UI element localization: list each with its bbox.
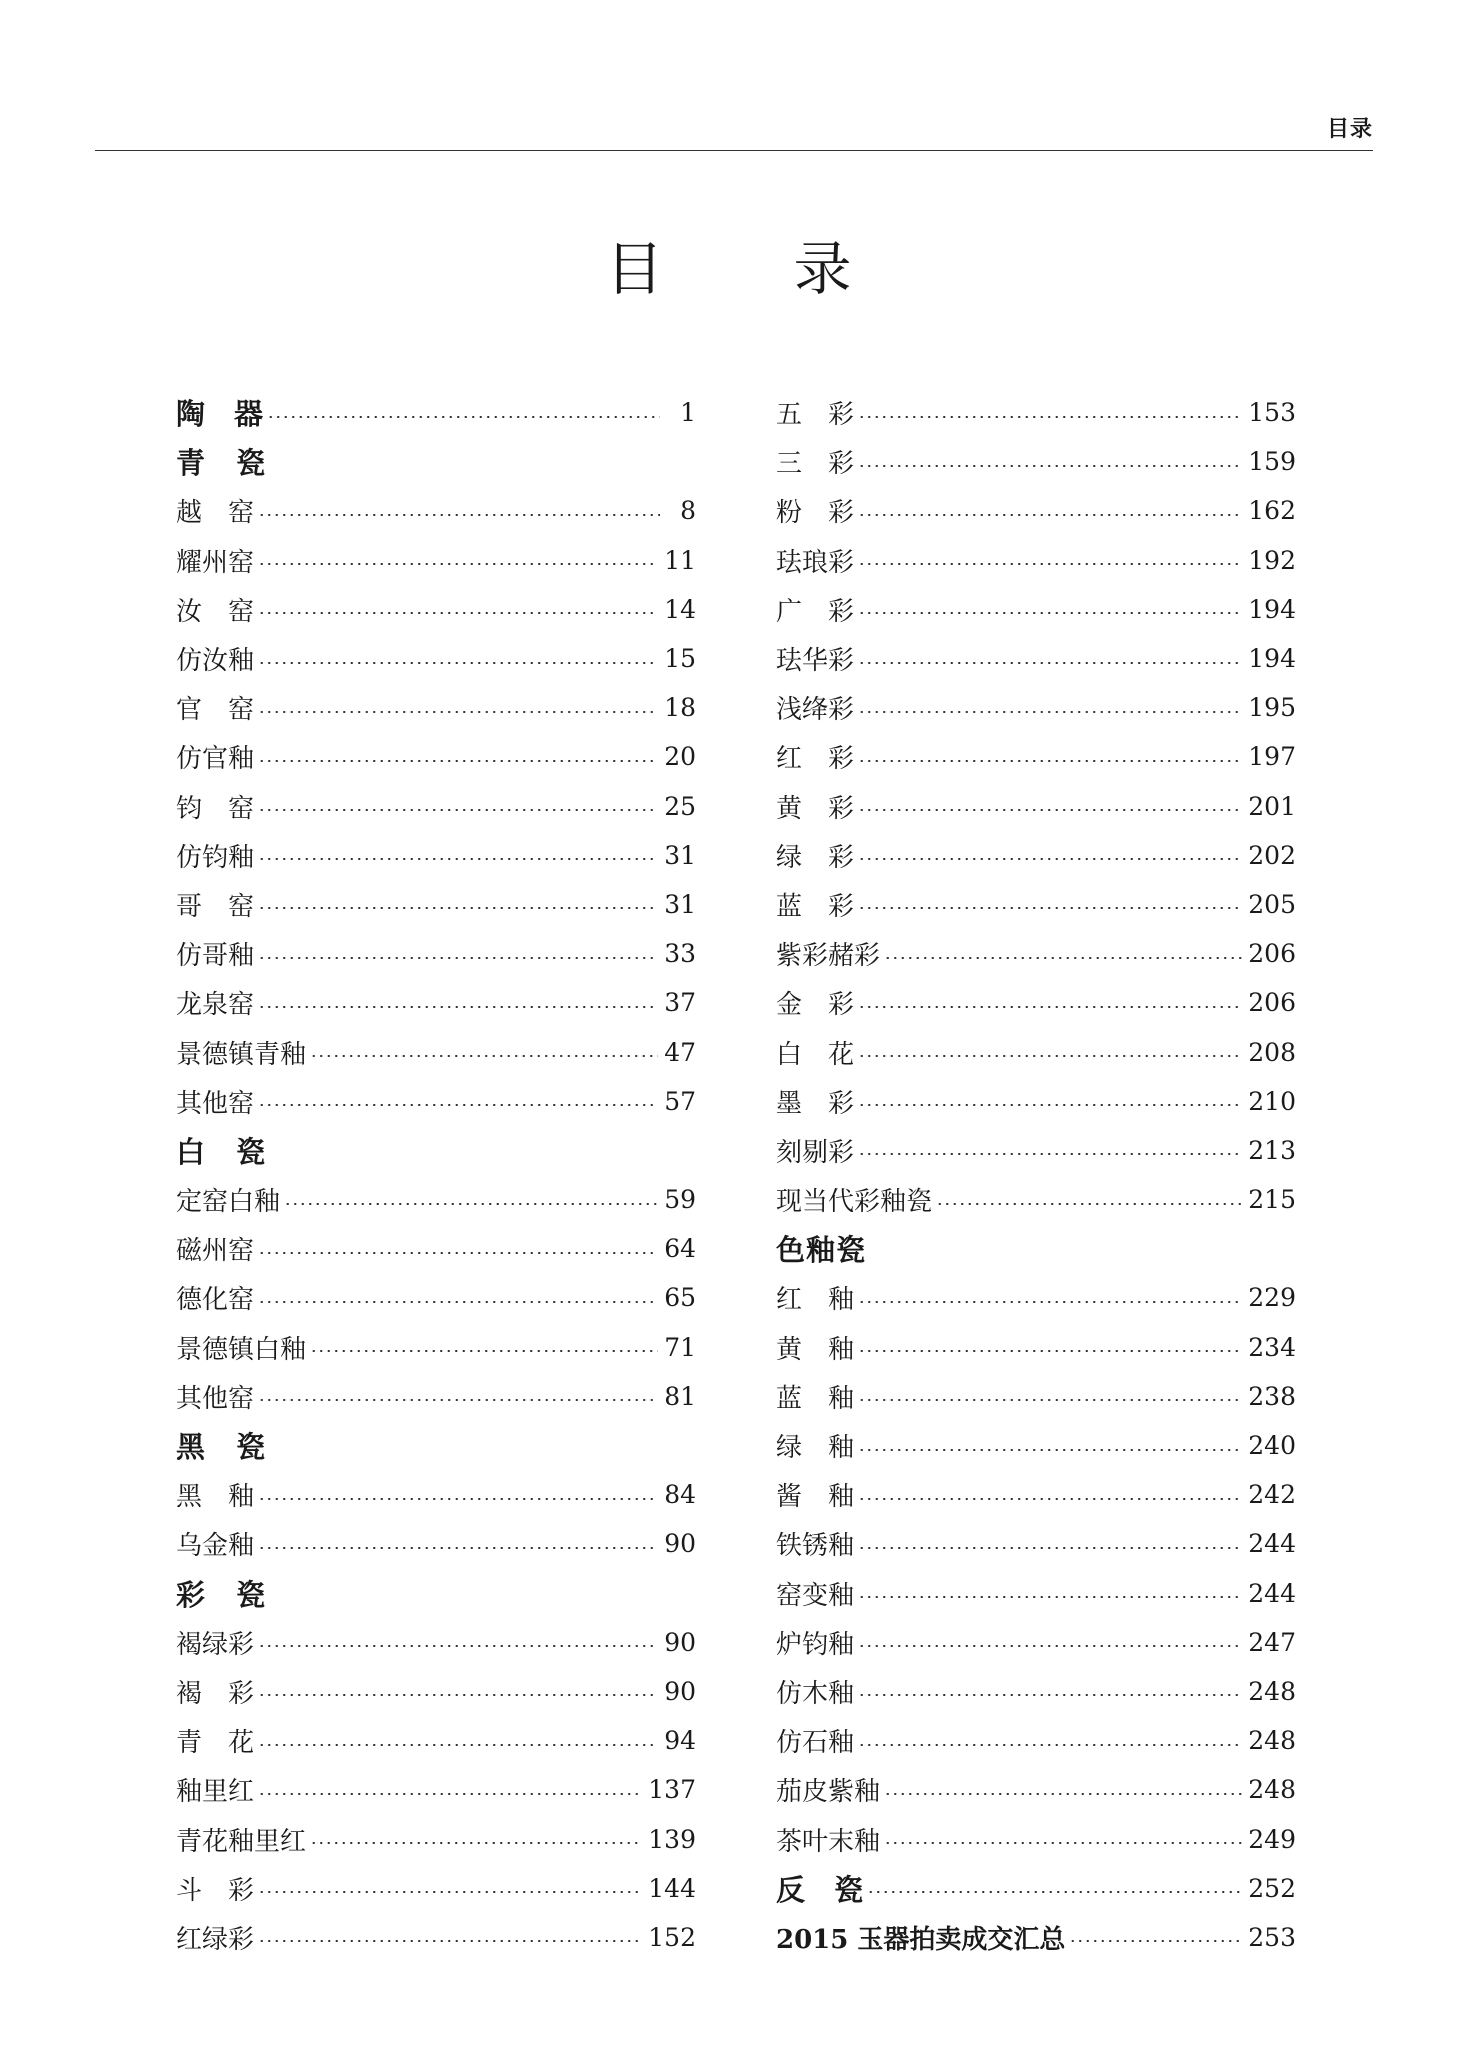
- toc-page-number: 8: [680, 496, 696, 526]
- leader-dots: [858, 1596, 1242, 1598]
- toc-entry[interactable]: [776, 683, 1296, 732]
- toc-page-number: 244: [1248, 1578, 1296, 1608]
- toc-entry-label: 仿官釉: [176, 744, 255, 775]
- toc-entry[interactable]: [776, 1273, 1296, 1322]
- toc-entry-label: 耀州窑: [176, 547, 255, 578]
- leader-dots: [858, 1547, 1242, 1549]
- leader-dots: [858, 514, 1242, 516]
- toc-entry[interactable]: [776, 1027, 1296, 1076]
- toc-entry-label: 仿木釉: [776, 1678, 855, 1709]
- toc-entry[interactable]: [776, 929, 1296, 978]
- toc-entry-label: 哥 窑: [176, 891, 255, 922]
- title-char-2: 录: [793, 235, 852, 303]
- toc-entry[interactable]: [776, 536, 1296, 585]
- toc-page-number: 47: [664, 1037, 696, 1067]
- toc-page-number: 25: [664, 791, 696, 821]
- toc-entry-label: 其他窑: [176, 1088, 255, 1119]
- toc-page-number: 59: [664, 1185, 696, 1215]
- leader-dots: [284, 1203, 658, 1205]
- leader-dots: [258, 1399, 658, 1401]
- toc-entry-label: 窑变釉: [776, 1580, 855, 1611]
- toc-entry[interactable]: [176, 536, 696, 585]
- leader-dots: [310, 1055, 658, 1057]
- toc-entry[interactable]: [176, 486, 696, 535]
- toc-page-number: 14: [664, 594, 696, 624]
- toc-page-number: 248: [1248, 1676, 1296, 1706]
- leader-dots: [858, 711, 1242, 713]
- leader-dots: [858, 1301, 1242, 1303]
- toc-page-number: 206: [1248, 939, 1296, 969]
- leader-dots: [884, 1842, 1242, 1844]
- toc-entry[interactable]: [176, 1175, 696, 1224]
- leader-dots: [258, 1104, 658, 1106]
- leader-dots: [258, 1006, 658, 1008]
- toc-entry[interactable]: [776, 1864, 1296, 1913]
- leader-dots: [858, 1350, 1242, 1352]
- leader-dots: [936, 1203, 1242, 1205]
- leader-dots: [858, 760, 1242, 762]
- toc-entry-label: 红 彩: [776, 744, 855, 775]
- toc-entry[interactable]: [776, 1814, 1296, 1863]
- toc-entry[interactable]: [176, 1716, 696, 1765]
- toc-entry[interactable]: [776, 1765, 1296, 1814]
- toc-entry[interactable]: [176, 1224, 696, 1273]
- toc-entry-label: 青花釉里红: [176, 1826, 307, 1857]
- toc-entry-label: 绿 釉: [776, 1433, 855, 1464]
- toc-entry[interactable]: [176, 1519, 696, 1568]
- leader-dots: [858, 612, 1242, 614]
- leader-dots: [858, 858, 1242, 860]
- toc-entry[interactable]: [776, 1077, 1296, 1126]
- toc-entry[interactable]: [776, 732, 1296, 781]
- toc-page-number: 194: [1248, 644, 1296, 674]
- toc-entry-label: 紫彩赭彩: [776, 941, 881, 972]
- toc-page-number: 201: [1248, 791, 1296, 821]
- toc-entry-label: 德化窑: [176, 1285, 255, 1316]
- toc-entry-label: 三 彩: [776, 449, 855, 480]
- toc-entry[interactable]: [176, 683, 696, 732]
- toc-entry[interactable]: [776, 1913, 1296, 1962]
- toc-entry[interactable]: [176, 1864, 696, 1913]
- toc-entry-label: 其他窑: [176, 1383, 255, 1414]
- toc-entry-label: 白 瓷: [176, 1134, 267, 1169]
- leader-dots: [258, 957, 658, 959]
- toc-entry-label: 2015 玉器拍卖成交汇总: [776, 1924, 1066, 1955]
- leader-dots: [858, 465, 1242, 467]
- toc-entry[interactable]: [176, 1027, 696, 1076]
- running-header: 目录: [1326, 117, 1373, 142]
- toc-section-heading[interactable]: [176, 1569, 696, 1618]
- toc-entry-label: 黑 釉: [176, 1482, 255, 1513]
- toc-entry[interactable]: [176, 1765, 696, 1814]
- leader-dots: [267, 416, 660, 418]
- toc-entry-label: 汝 窑: [176, 596, 255, 627]
- toc-entry-label: 反 瓷: [776, 1872, 864, 1907]
- toc-entry-label: 越 窑: [176, 498, 255, 529]
- leader-dots: [258, 907, 658, 909]
- leader-dots: [258, 1252, 658, 1254]
- toc-page-number: 215: [1248, 1185, 1296, 1215]
- toc-entry-label: 青 瓷: [176, 446, 267, 481]
- toc-page-number: 20: [664, 742, 696, 772]
- toc-right-column: [776, 388, 1296, 1962]
- toc-entry[interactable]: [776, 880, 1296, 929]
- leader-dots: [258, 1694, 658, 1696]
- toc-entry[interactable]: [176, 732, 696, 781]
- toc-entry-label: 乌金釉: [176, 1531, 255, 1562]
- toc-entry-label: 广 彩: [776, 596, 855, 627]
- toc-page-number: 238: [1248, 1381, 1296, 1411]
- toc-page-number: 247: [1248, 1627, 1296, 1657]
- toc-entry-label: 黄 彩: [776, 793, 855, 824]
- page-title: [0, 222, 1457, 303]
- toc-entry-label: 褐绿彩: [176, 1629, 255, 1660]
- leader-dots: [884, 957, 1242, 959]
- toc-page-number: 37: [664, 988, 696, 1018]
- toc-entry[interactable]: [776, 486, 1296, 535]
- toc-entry-label: 斗 彩: [176, 1875, 255, 1906]
- toc-entry[interactable]: [176, 782, 696, 831]
- toc-entry[interactable]: [776, 1175, 1296, 1224]
- toc-page-number: 162: [1248, 496, 1296, 526]
- toc-entry[interactable]: [776, 1618, 1296, 1667]
- toc-entry[interactable]: [776, 1126, 1296, 1175]
- toc-entry-label: 色釉瓷: [776, 1233, 867, 1268]
- toc-entry[interactable]: [176, 388, 696, 437]
- toc-entry-label: 龙泉窑: [176, 990, 255, 1021]
- toc-entry[interactable]: [176, 978, 696, 1027]
- toc-section-heading[interactable]: [176, 1126, 696, 1175]
- toc-page-number: 153: [1248, 398, 1296, 428]
- toc-page-number: 205: [1248, 889, 1296, 919]
- leader-dots: [858, 1399, 1242, 1401]
- leader-dots: [258, 1744, 658, 1746]
- toc-entry-label: 仿哥釉: [176, 941, 255, 972]
- toc-entry-label: 红绿彩: [176, 1924, 255, 1955]
- toc-entry-label: 青 花: [176, 1728, 255, 1759]
- toc-entry[interactable]: [776, 1421, 1296, 1470]
- leader-dots: [858, 563, 1242, 565]
- leader-dots: [858, 1645, 1242, 1647]
- toc-entry[interactable]: [176, 1618, 696, 1667]
- toc-entry-label: 白 花: [776, 1039, 855, 1070]
- toc-entry-label: 粉 彩: [776, 498, 855, 529]
- toc-page-number: 210: [1248, 1086, 1296, 1116]
- toc-page-number: 1: [680, 398, 696, 428]
- leader-dots: [258, 809, 658, 811]
- toc-entry-label: 钧 窑: [176, 793, 255, 824]
- toc-entry-label: 珐华彩: [776, 646, 855, 677]
- toc-entry-label: 褐 彩: [176, 1678, 255, 1709]
- toc-entry-label: 官 窑: [176, 695, 255, 726]
- leader-dots: [1069, 1940, 1242, 1942]
- toc-entry-label: 磁州窑: [176, 1236, 255, 1267]
- toc-entry-label: 刻剔彩: [776, 1137, 855, 1168]
- toc-entry-label: 墨 彩: [776, 1088, 855, 1119]
- toc-entry-label: 黄 釉: [776, 1334, 855, 1365]
- leader-dots: [858, 1498, 1242, 1500]
- toc-page-number: 240: [1248, 1431, 1296, 1461]
- toc-entry-label: 铁锈釉: [776, 1531, 855, 1562]
- toc-entry[interactable]: [776, 1372, 1296, 1421]
- toc-entry-label: 现当代彩釉瓷: [776, 1187, 933, 1218]
- leader-dots: [858, 416, 1242, 418]
- toc-page-number: 90: [664, 1676, 696, 1706]
- leader-dots: [258, 1793, 642, 1795]
- header-rule: [95, 150, 1373, 151]
- toc-entry[interactable]: [176, 1814, 696, 1863]
- toc-page-number: 139: [648, 1824, 696, 1854]
- leader-dots: [858, 809, 1242, 811]
- leader-dots: [258, 1547, 658, 1549]
- toc-page-number: 213: [1248, 1135, 1296, 1165]
- toc-entry-label: 红 釉: [776, 1285, 855, 1316]
- toc-entry-label: 珐琅彩: [776, 547, 855, 578]
- leader-dots: [258, 662, 658, 664]
- toc-page-number: 195: [1248, 693, 1296, 723]
- toc-page-number: 249: [1248, 1824, 1296, 1854]
- toc-entry-label: 仿钧釉: [176, 842, 255, 873]
- toc-page-number: 248: [1248, 1726, 1296, 1756]
- toc-page-number: 137: [648, 1775, 696, 1805]
- toc-entry[interactable]: [176, 929, 696, 978]
- leader-dots: [858, 1055, 1242, 1057]
- toc-entry[interactable]: [776, 1716, 1296, 1765]
- toc-page-number: 11: [664, 545, 696, 575]
- toc-entry[interactable]: [776, 585, 1296, 634]
- toc-entry-label: 仿汝釉: [176, 646, 255, 677]
- toc-page-number: 84: [664, 1480, 696, 1510]
- toc-entry[interactable]: [776, 831, 1296, 880]
- toc-page-number: 71: [664, 1332, 696, 1362]
- toc-page-number: 234: [1248, 1332, 1296, 1362]
- toc-entry[interactable]: [776, 1667, 1296, 1716]
- toc-page-number: 197: [1248, 742, 1296, 772]
- toc-entry[interactable]: [176, 1273, 696, 1322]
- toc-section-heading[interactable]: [176, 437, 696, 486]
- toc-page-number: 229: [1248, 1283, 1296, 1313]
- toc-page-number: 31: [664, 889, 696, 919]
- toc-entry[interactable]: [776, 1323, 1296, 1372]
- toc-page-number: 94: [664, 1726, 696, 1756]
- toc-entry[interactable]: [176, 1470, 696, 1519]
- toc-page-number: 244: [1248, 1529, 1296, 1559]
- leader-dots: [258, 711, 658, 713]
- leader-dots: [258, 1301, 658, 1303]
- leader-dots: [258, 760, 658, 762]
- toc-entry[interactable]: [776, 1519, 1296, 1568]
- leader-dots: [858, 907, 1242, 909]
- toc-entry[interactable]: [776, 388, 1296, 437]
- toc-page-number: 81: [664, 1381, 696, 1411]
- toc-entry[interactable]: [176, 1077, 696, 1126]
- toc-page-number: 242: [1248, 1480, 1296, 1510]
- toc-entry-label: 酱 釉: [776, 1482, 855, 1513]
- toc-page-number: 194: [1248, 594, 1296, 624]
- leader-dots: [258, 612, 658, 614]
- toc-entry-label: 釉里红: [176, 1777, 255, 1808]
- leader-dots: [258, 1498, 658, 1500]
- toc-page-number: 206: [1248, 988, 1296, 1018]
- toc-entry[interactable]: [776, 437, 1296, 486]
- toc-entry-label: 黑 瓷: [176, 1430, 267, 1465]
- toc-entry[interactable]: [776, 978, 1296, 1027]
- toc-entry[interactable]: [176, 880, 696, 929]
- toc-entry-label: 蓝 釉: [776, 1383, 855, 1414]
- toc-entry[interactable]: [776, 782, 1296, 831]
- toc-page-number: 208: [1248, 1037, 1296, 1067]
- toc-entry[interactable]: [176, 831, 696, 880]
- toc-page-number: 192: [1248, 545, 1296, 575]
- toc-entry-label: 绿 彩: [776, 842, 855, 873]
- toc-page-number: 18: [664, 693, 696, 723]
- toc-entry-label: 景德镇白釉: [176, 1334, 307, 1365]
- toc-entry-label: 仿石釉: [776, 1728, 855, 1759]
- title-char-1: 目: [605, 235, 664, 303]
- toc-page-number: 152: [648, 1922, 696, 1952]
- toc-section-heading[interactable]: [776, 1224, 1296, 1273]
- toc-page-number: 90: [664, 1529, 696, 1559]
- toc-entry[interactable]: [176, 634, 696, 683]
- toc-entry-label: 蓝 彩: [776, 891, 855, 922]
- leader-dots: [258, 514, 660, 516]
- toc-entry-label: 定窑白釉: [176, 1187, 281, 1218]
- toc-entry[interactable]: [176, 1913, 696, 1962]
- leader-dots: [258, 1891, 642, 1893]
- toc-page-number: 144: [648, 1873, 696, 1903]
- leader-dots: [258, 1645, 658, 1647]
- toc-entry-label: 金 彩: [776, 990, 855, 1021]
- toc-page-number: 90: [664, 1627, 696, 1657]
- toc-entry-label: 茶叶末釉: [776, 1826, 881, 1857]
- toc-page-number: 64: [664, 1234, 696, 1264]
- toc-entry-label: 浅绛彩: [776, 695, 855, 726]
- leader-dots: [258, 1940, 642, 1942]
- leader-dots: [884, 1793, 1242, 1795]
- toc-page-number: 65: [664, 1283, 696, 1313]
- toc-entry[interactable]: [776, 1470, 1296, 1519]
- leader-dots: [858, 1694, 1242, 1696]
- toc-entry[interactable]: [776, 1569, 1296, 1618]
- leader-dots: [858, 1449, 1242, 1451]
- toc-entry[interactable]: [776, 634, 1296, 683]
- toc-entry-label: 景德镇青釉: [176, 1039, 307, 1070]
- leader-dots: [867, 1891, 1242, 1893]
- toc-page-number: 33: [664, 939, 696, 969]
- toc-entry[interactable]: [176, 1667, 696, 1716]
- toc-page-number: 252: [1248, 1873, 1296, 1903]
- toc-entry-label: 炉钧釉: [776, 1629, 855, 1660]
- leader-dots: [858, 1006, 1242, 1008]
- leader-dots: [310, 1350, 658, 1352]
- leader-dots: [858, 662, 1242, 664]
- toc-entry-label: 彩 瓷: [176, 1577, 267, 1612]
- leader-dots: [858, 1744, 1242, 1746]
- toc-page-number: 57: [664, 1086, 696, 1116]
- leader-dots: [858, 1153, 1242, 1155]
- toc-entry-label: 茄皮紫釉: [776, 1777, 881, 1808]
- toc-page-number: 248: [1248, 1775, 1296, 1805]
- leader-dots: [858, 1104, 1242, 1106]
- leader-dots: [258, 858, 658, 860]
- toc-entry[interactable]: [176, 585, 696, 634]
- toc-left-column: [176, 388, 696, 1962]
- toc-entry-label: 陶 器: [176, 397, 264, 432]
- leader-dots: [310, 1842, 642, 1844]
- toc-page-number: 15: [664, 644, 696, 674]
- toc-section-heading[interactable]: [176, 1421, 696, 1470]
- toc-entry[interactable]: [176, 1323, 696, 1372]
- toc-page-number: 31: [664, 840, 696, 870]
- toc-page-number: 202: [1248, 840, 1296, 870]
- toc-entry[interactable]: [176, 1372, 696, 1421]
- toc-page-number: 159: [1248, 447, 1296, 477]
- toc-entry-label: 五 彩: [776, 400, 855, 431]
- toc-page-number: 253: [1248, 1922, 1296, 1952]
- leader-dots: [258, 563, 658, 565]
